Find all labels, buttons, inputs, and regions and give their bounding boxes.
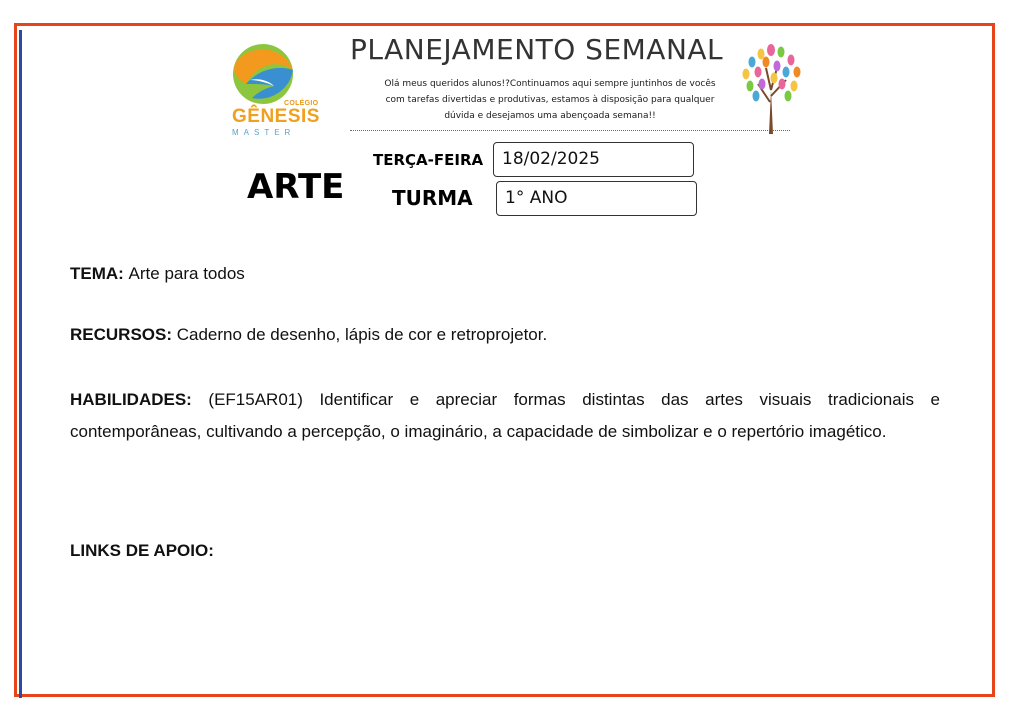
logo-sub-text: MASTER [232, 128, 296, 137]
greeting-line: Olá meus queridos alunos!?Continuamos aqui sempre juntinhos de vocês [384, 79, 716, 89]
day-label: TERÇA-FEIRA [373, 151, 484, 169]
turma-field[interactable]: 1° ANO [496, 181, 697, 216]
date-field[interactable]: 18/02/2025 [493, 142, 694, 177]
recursos-label: RECURSOS: [70, 325, 177, 344]
subject-title: ARTE [247, 167, 345, 207]
logo-small-text: COLÉGIO [284, 100, 319, 107]
links-label: LINKS DE APOIO: [70, 541, 214, 560]
greeting-line: dúvida e desejamos uma abençoada semana!! [444, 111, 656, 121]
greeting-line: com tarefas divertidas e produtivas, estamos à disposição para qualquer [385, 95, 715, 105]
tema-section [70, 264, 940, 284]
habilidades-label: HABILIDADES: [70, 390, 209, 409]
greeting-message [375, 76, 725, 124]
header-divider [350, 130, 790, 131]
tema-value: Arte para todos [128, 264, 245, 283]
blue-stripe [19, 30, 22, 698]
page-frame [14, 23, 995, 697]
recursos-value: Caderno de desenho, lápis de cor e retroprojetor. [176, 325, 548, 344]
logo-main-text: GÊNESIS [232, 106, 320, 127]
page-title: PLANEJAMENTO SEMANAL [350, 33, 724, 66]
recursos-section [70, 325, 940, 345]
tema-label: TEMA: [70, 264, 129, 283]
habilidades-section [70, 384, 940, 448]
habilidades-value: (EF15AR01) Identificar e apreciar formas distintas das artes visuais tradicionais e contemporâneas, cultivando a percepção, o imaginário, a capacidade de simbolizar e o repertório imagético. [70, 390, 940, 441]
tree-icon [736, 40, 806, 134]
school-logo [222, 40, 322, 140]
turma-label: TURMA [392, 186, 473, 210]
